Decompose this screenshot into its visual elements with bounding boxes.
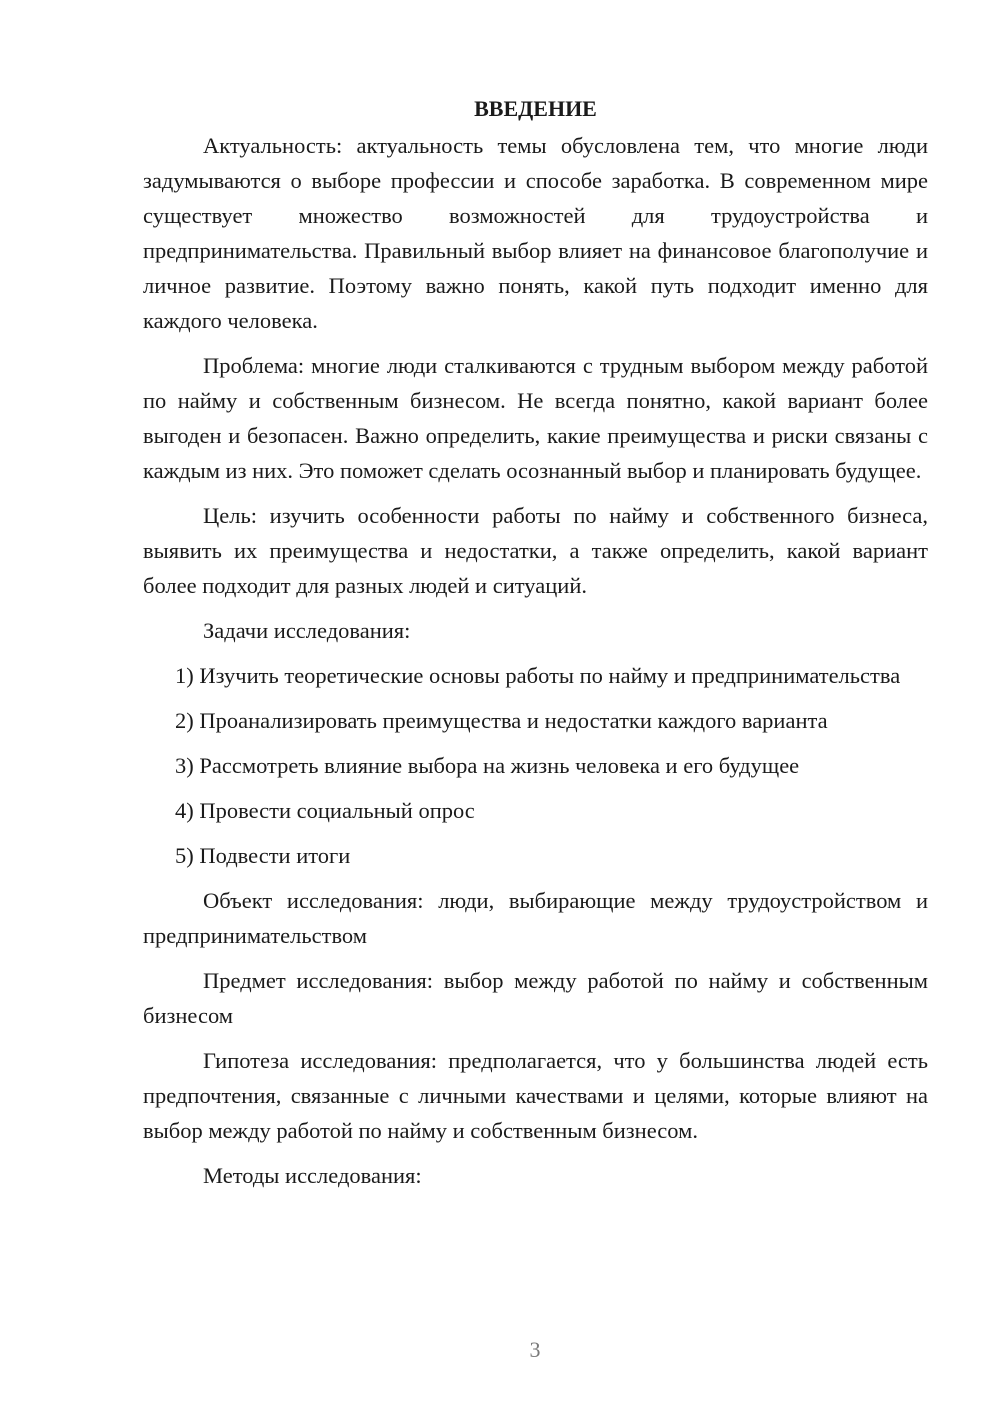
task-item-5: 5) Подвести итоги <box>175 843 351 868</box>
methods-heading: Методы исследования: <box>203 1163 422 1188</box>
tasks-heading: Задачи исследования: <box>203 618 411 643</box>
document-body <box>143 92 928 1203</box>
paragraph-hypothesis: Гипотеза исследования: предполагается, что у большинства людей есть предпочтения, связанные с личными качествами и целями, которые влияют на выбор между работой по найму и собственным бизнесом. <box>143 1048 928 1143</box>
task-item-3: 3) Рассмотреть влияние выбора на жизнь человека и его будущее <box>175 753 800 778</box>
paragraph-subject: Предмет исследования: выбор между работой по найму и собственным бизнесом <box>143 968 928 1028</box>
task-item-2: 2) Проанализировать преимущества и недостатки каждого варианта <box>175 708 828 733</box>
paragraph-problem: Проблема: многие люди сталкиваются с трудным выбором между работой по найму и собственным бизнесом. Не всегда понятно, какой вариант более выгоден и безопасен. Важно определить, какие преимущества и риски связаны с каждым из них. Это поможет сделать осознанный выбор и планировать будущее. <box>143 353 928 483</box>
task-item-1: 1) Изучить теоретические основы работы по найму и предпринимательства <box>175 663 901 688</box>
paragraph-relevance: Актуальность: актуальность темы обусловлена тем, что многие люди задумываются о выборе профессии и способе заработка. В современном мире существует множество возможностей для трудоустройства и предпринимательства. Правильный выбор влияет на финансовое благополучие и личное развитие. Поэтому важно понять, какой путь подходит именно для каждого человека. <box>143 133 928 333</box>
paragraph-goal: Цель: изучить особенности работы по найму и собственного бизнеса, выявить их преимущества и недостатки, а также определить, какой вариант более подходит для разных людей и ситуаций. <box>143 503 928 598</box>
paragraph-object: Объект исследования: люди, выбирающие между трудоустройством и предпринимательством <box>143 888 928 948</box>
page-number: 3 <box>529 1337 541 1362</box>
task-item-4: 4) Провести социальный опрос <box>175 798 475 823</box>
section-title: ВВЕДЕНИЕ <box>474 96 597 121</box>
